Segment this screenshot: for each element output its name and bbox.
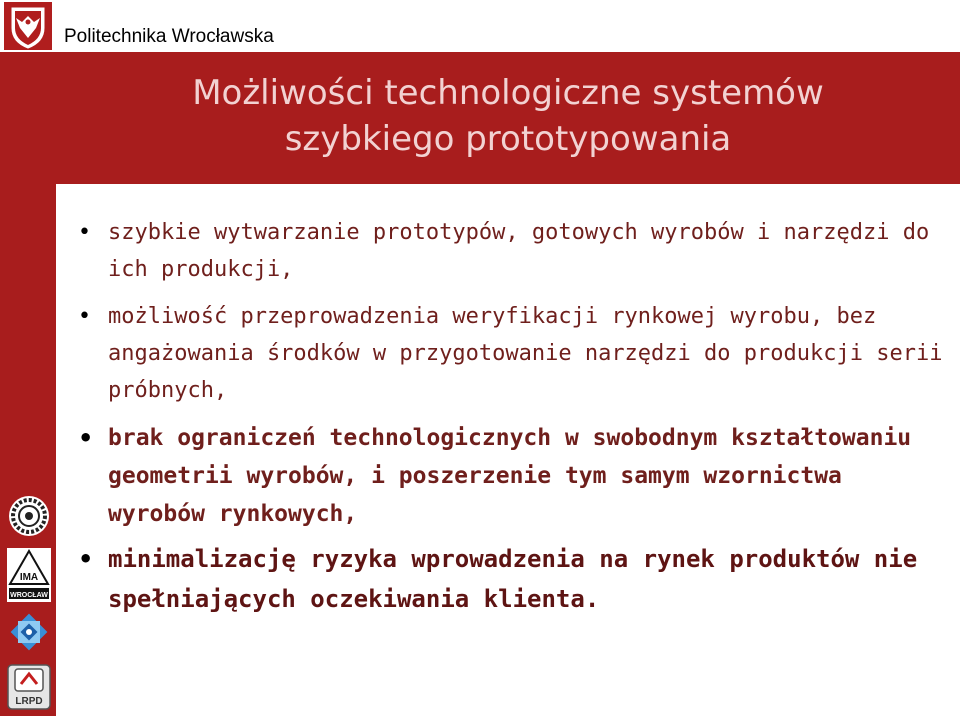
lrpd-logo-icon [7,664,51,710]
bullet-item-3: • brak ograniczeń technologicznych w swobodnym kształtowaniu geometrii wyrobów, i poszerzenie tym samym wzornictwa wyrobów rynkowych, [78,419,948,533]
gear-emblem-icon [7,494,51,538]
ima-triangle-logo-icon [7,548,51,602]
star-emblem-icon [7,610,51,654]
university-name: Politechnika Wrocławska [64,26,274,47]
slide-title-line-1: Możliwości technologiczne systemów [192,73,824,113]
lrpd-logo-text: LRPD [15,696,43,707]
ima-logo-text: IMA [19,572,39,583]
slide-title [56,70,960,162]
slide-title-line-2: szybkiego prototypowania [284,119,732,159]
bullet-item-1: • szybkie wytwarzanie prototypów, gotowych wyrobów i narzędzi do ich produkcji, [78,214,948,288]
bullet-item-4: • minimalizację ryzyka wprowadzenia na rynek produktów nie spełniających oczekiwania klienta. [78,539,948,619]
bullet-item-2: • możliwość przeprowadzenia weryfikacji rynkowej wyrobu, bez angażowania środków w przygotowanie narzędzi do produkcji serii próbnych, [78,298,948,409]
wroclaw-logo-text: WROCŁAW [10,592,48,599]
eagle-emblem-icon [4,2,52,50]
bullet-list [78,214,948,619]
